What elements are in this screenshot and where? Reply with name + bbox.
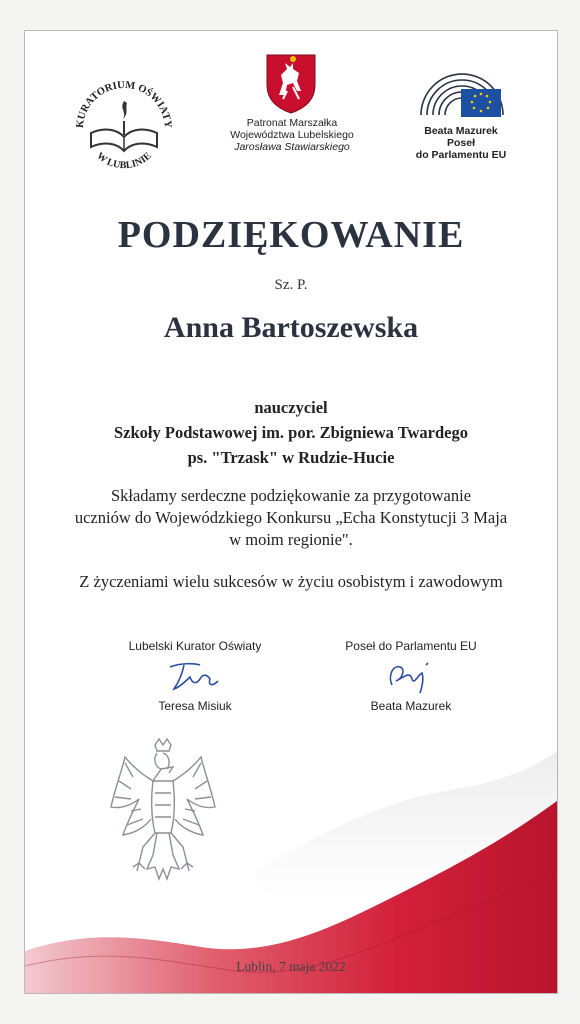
lubelskie-coat-of-arms [263,51,319,115]
role-line3: ps. "Trzask" w Rudzie-Hucie [187,448,395,467]
posel-role: Poseł do Parlamentu EU [345,639,477,653]
thanks-paragraph [55,485,527,551]
posel-title: Poseł [446,137,475,149]
posel-signature [376,657,446,697]
patronat-text [197,117,387,153]
recipient-name: Anna Bartoszewska [163,311,419,344]
issue-date: Lublin, 7 maja 2022 [236,959,346,974]
kurator-role: Lubelski Kurator Oświaty [128,639,262,653]
wishes-text: Z życzeniami wielu sukcesów w życiu osobistym i zawodowym [79,572,503,591]
patronat-line3: Jarosława Stawiarskiego [234,141,350,153]
posel-text [407,125,515,161]
posel-parliament: do Parlamentu EU [415,149,507,161]
certificate-title: PODZIĘKOWANIE [117,214,465,256]
signature-block-posel [311,639,511,713]
kuratorium-oswiaty-logo [69,71,179,181]
body-line2: uczniów do Wojewódzkiego Konkursu „Echa Konstytucji 3 Maja [74,508,508,527]
body-line3: w moim regionie". [229,530,353,549]
recipient-role [25,395,557,470]
kurator-name: Teresa Misiuk [158,699,232,713]
european-parliament-logo [417,59,507,121]
posel-sig-name: Beata Mazurek [370,699,452,713]
polish-eagle-emblem [103,737,223,887]
kurator-signature [160,657,230,697]
certificate-sheet [24,30,558,994]
patronat-line2: Województwa Lubelskiego [230,129,354,141]
role-line1: nauczyciel [254,398,328,417]
svg-text:W LUBLINIE: W LUBLINIE [94,150,154,172]
svg-text:KURATORIUM OŚWIATY: KURATORIUM OŚWIATY [74,79,174,129]
posel-name: Beata Mazurek [424,125,498,137]
patronat-line1: Patronat Marszałka [246,117,338,129]
body-line1: Składamy serdeczne podziękowanie za przygotowanie [110,486,472,505]
role-line2: Szkoły Podstawowej im. por. Zbigniewa Twardego [113,423,468,442]
signature-block-kurator [95,639,295,713]
salutation: Sz. P. [274,277,308,293]
